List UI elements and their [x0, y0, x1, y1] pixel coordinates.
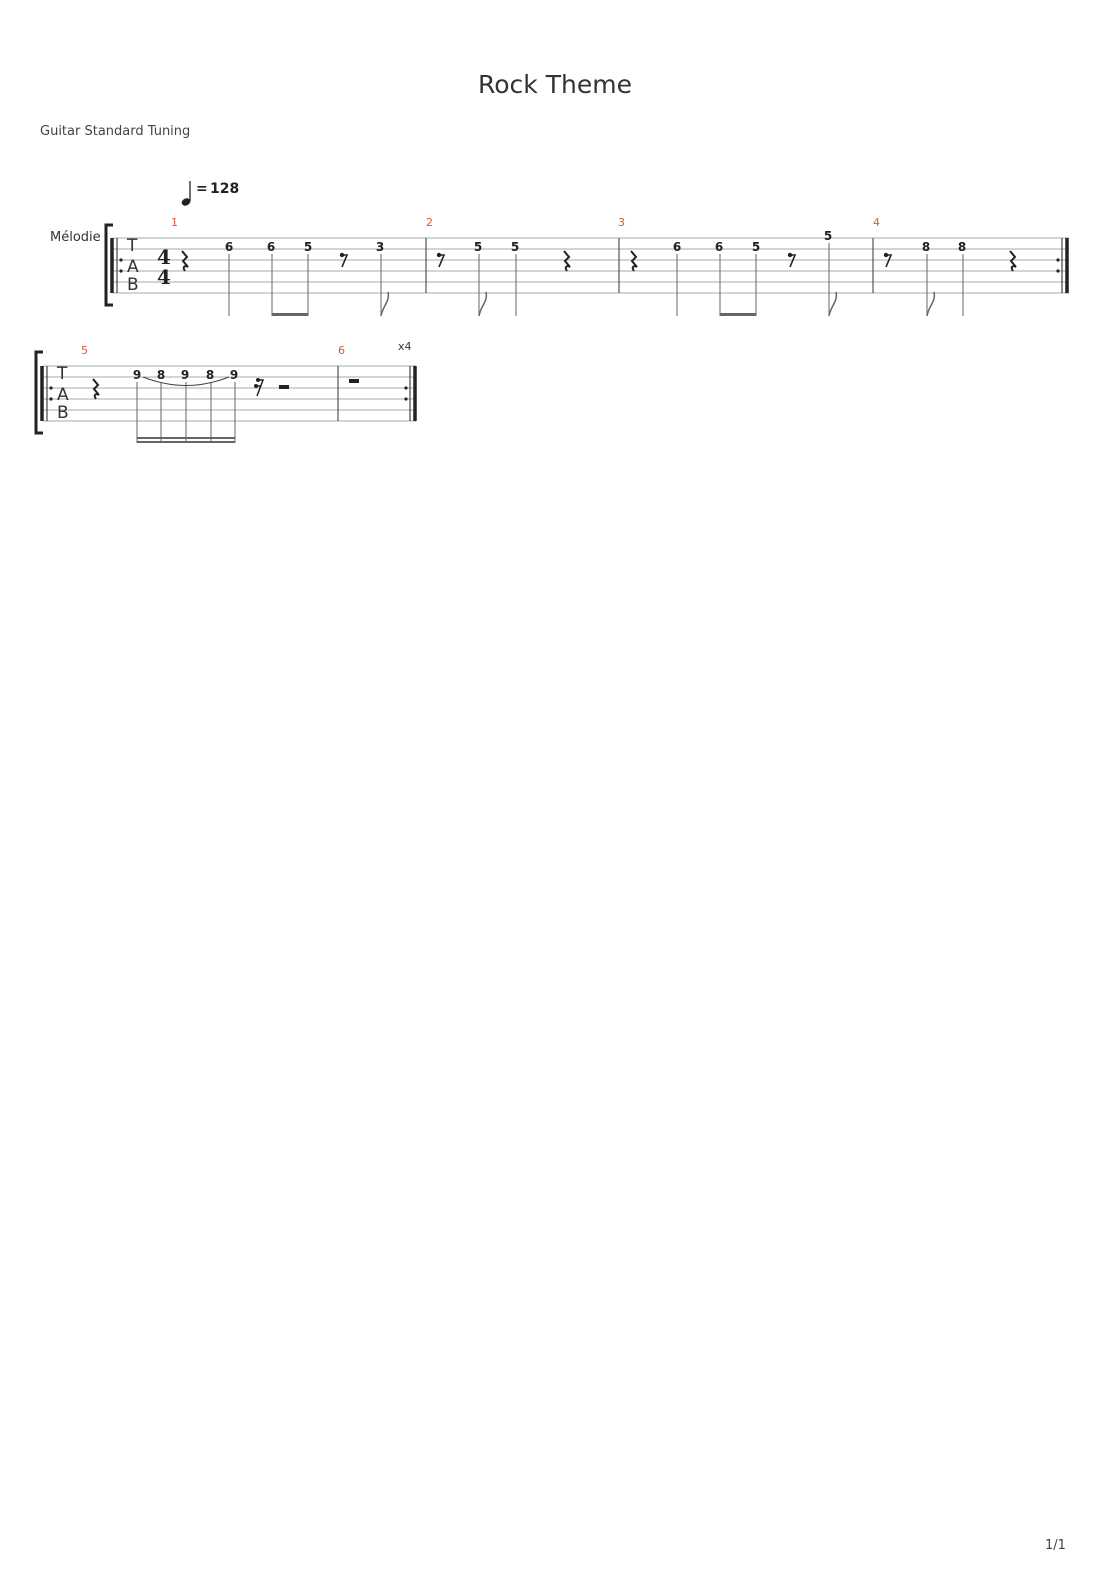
- tab-letter-a: A: [127, 257, 139, 277]
- tempo-marking: [180, 181, 239, 207]
- repeat-dot: [49, 386, 52, 389]
- measure-number: 4: [873, 216, 880, 229]
- beam: [137, 437, 235, 439]
- repeat-dot: [1056, 258, 1059, 261]
- half-rest: [349, 379, 359, 383]
- fret-number: 6: [672, 240, 682, 254]
- quarter-rest: [564, 251, 570, 271]
- fret-number: 3: [375, 240, 385, 254]
- fret-number: 9: [132, 368, 142, 382]
- beam: [272, 313, 308, 316]
- fret-number: 6: [224, 240, 234, 254]
- repeat-dot: [119, 269, 122, 272]
- fret-number: 5: [510, 240, 520, 254]
- beam: [137, 441, 235, 443]
- tab-letter-t: T: [57, 364, 68, 384]
- note-flag: [927, 292, 934, 316]
- tempo-equals: =: [196, 181, 208, 197]
- track-name: Mélodie: [50, 230, 101, 245]
- fret-number: 5: [473, 240, 483, 254]
- fret-number: 5: [303, 240, 313, 254]
- tab-letter-t: T: [127, 236, 138, 256]
- fret-number: 6: [266, 240, 276, 254]
- quarter-rest: [182, 251, 188, 271]
- tab-letter-a: A: [57, 385, 69, 405]
- tempo-value: 128: [210, 181, 240, 197]
- time-signature-bottom: 4: [157, 265, 171, 289]
- tuning-label: Guitar Standard Tuning: [40, 124, 191, 139]
- system-1: [106, 216, 1069, 316]
- fret-number: 8: [156, 368, 166, 382]
- repeat-dot: [119, 258, 122, 261]
- repeat-dot: [404, 386, 407, 389]
- tab-letter-b: B: [127, 275, 139, 295]
- tab-letter-b: B: [57, 403, 69, 423]
- repeat-dot: [49, 397, 52, 400]
- repeat-dot: [1056, 269, 1059, 272]
- fret-number: 5: [823, 229, 833, 243]
- fret-number: 9: [229, 368, 239, 382]
- half-rest: [279, 385, 289, 389]
- measure-number: 2: [426, 216, 433, 229]
- quarter-rest: [1010, 251, 1016, 271]
- system-2: [36, 340, 416, 443]
- note-flag: [829, 292, 836, 316]
- sixteenth-rest: [254, 378, 263, 396]
- page-number: 1/1: [1045, 1538, 1066, 1553]
- fret-number: 8: [957, 240, 967, 254]
- fret-number: 9: [180, 368, 190, 382]
- measure-number: 6: [338, 344, 345, 357]
- note-flag: [381, 292, 388, 316]
- quarter-rest: [631, 251, 637, 271]
- fret-number: 6: [714, 240, 724, 254]
- note-flag: [479, 292, 486, 316]
- repeat-count: x4: [398, 340, 412, 353]
- fret-number: 8: [205, 368, 215, 382]
- measure-number: 3: [618, 216, 625, 229]
- score-title: Rock Theme: [478, 70, 632, 99]
- measure-number: 5: [81, 344, 88, 357]
- fret-number: 5: [751, 240, 761, 254]
- fret-number: 8: [921, 240, 931, 254]
- quarter-rest: [93, 379, 99, 399]
- beam: [720, 313, 756, 316]
- repeat-dot: [404, 397, 407, 400]
- measure-number: 1: [171, 216, 178, 229]
- time-signature-top: 4: [157, 245, 171, 269]
